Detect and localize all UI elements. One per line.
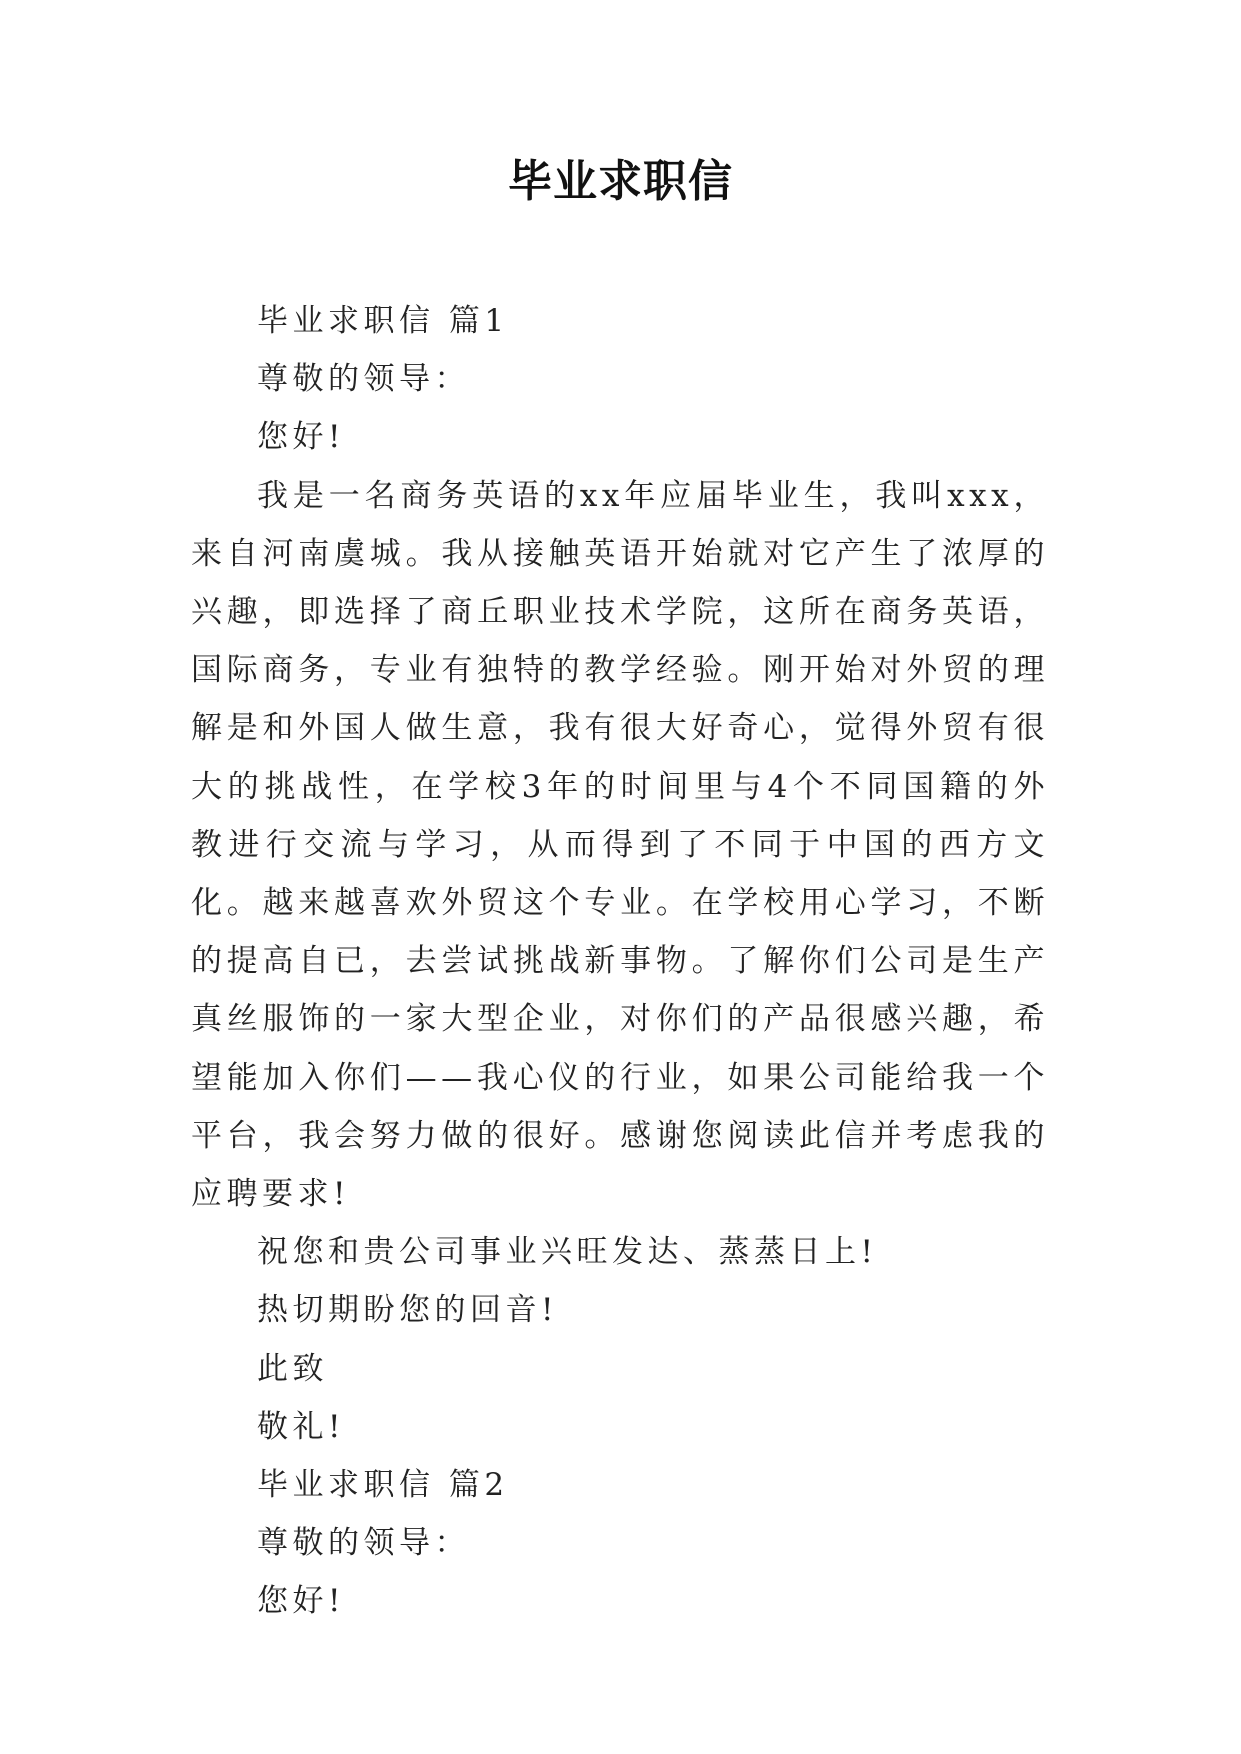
salutation: 尊敬的领导：: [257, 361, 470, 398]
closing-wish: 祝您和贵公司事业兴旺发达、蒸蒸日上!: [257, 1234, 878, 1271]
letter-body-paragraph: 我是一名商务英语的xx年应届毕业生，我叫xxx，来自河南虞城。我从接触英语开始就对它产生了浓厚的兴趣，即选择了商丘职业技术学院，这所在商务英语，国际商务，专业有独特的教学经验。刚开始对外贸的理解是和外国人做生意，我有很大好奇心，觉得外贸有很大的挑战性，在学校3年的时间里与4个不同国籍的外教进行交流与学习，从而得到了不同于中国的西方文化。越来越喜欢外贸这个专业。在学校用心学习，不断的提高自已，去尝试挑战新事物。了解你们公司是生产真丝服饰的一家大型企业，对你们的产品很感兴趣，希望能加入你们——我心仪的行业，如果公司能给我一个平台，我会努力做的很好。感谢您阅读此信并考虑我的应聘要求!: [191, 477, 1049, 1213]
document-title: 毕业求职信: [508, 156, 733, 207]
section-heading-1: 毕业求职信 篇1: [257, 303, 509, 339]
closing-ci-zhi: 此致: [257, 1350, 328, 1387]
section-heading-2: 毕业求职信 篇2: [257, 1467, 509, 1504]
greeting-2: 您好!: [257, 1583, 345, 1620]
greeting: 您好!: [257, 419, 345, 456]
document-body: [191, 292, 1049, 1631]
closing-expectation: 热切期盼您的回音!: [257, 1292, 558, 1329]
salutation-2: 尊敬的领导：: [257, 1525, 470, 1562]
closing-jing-li: 敬礼!: [257, 1408, 345, 1445]
